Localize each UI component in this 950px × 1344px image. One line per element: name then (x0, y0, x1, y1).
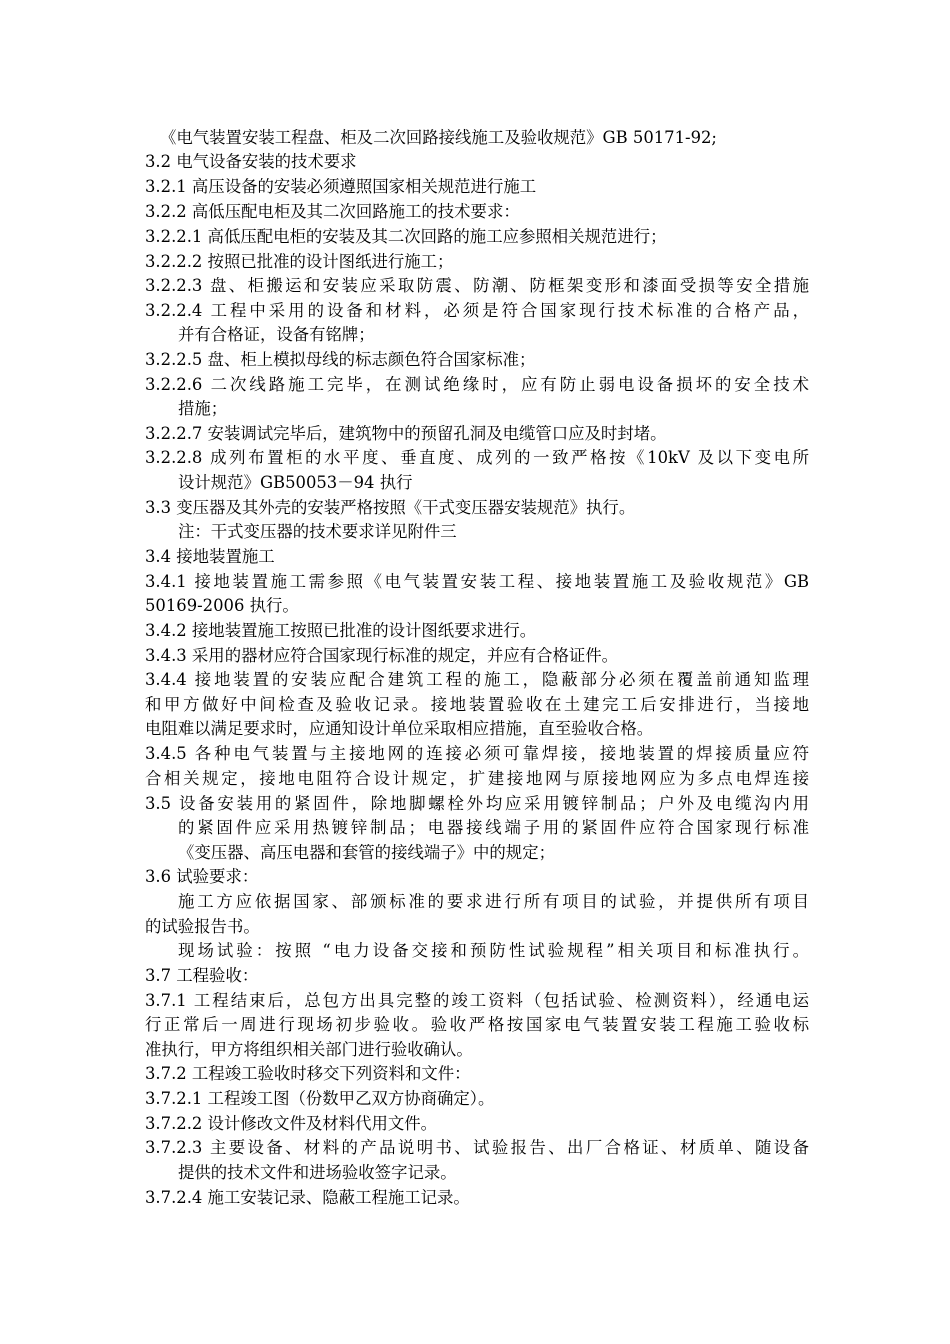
text-line: 3.7.1 工程结束后，总包方出具完整的竣工资料（包括试验、检测资料），经通电运 (145, 991, 809, 1010)
text-line: 准执行，甲方将组织相关部门进行验收确认。 (145, 1040, 473, 1059)
text-line: 行正常后一周进行现场初步验收。验收严格按国家电气装置安装工程施工验收标 (145, 1015, 809, 1034)
text-line: 《电气装置安装工程盘、柜及二次回路接线施工及验收规范》GB 50171-92; (160, 128, 717, 147)
text-line: 措施； (178, 399, 228, 418)
text-line: 3.4.4 接地装置的安装应配合建筑工程的施工，隐蔽部分必须在覆盖前通知监理 (145, 670, 809, 689)
text-line: 3.4.2 接地装置施工按照已批准的设计图纸要求进行。 (145, 621, 537, 640)
text-line: 现场试验：按照 “电力设备交接和预防性试验规程”相关项目和标准执行。 (178, 941, 809, 960)
text-line: 3.4.3 采用的器材应符合国家现行标准的规定，并应有合格证件。 (145, 646, 619, 665)
text-line: 提供的技术文件和进场验收签字记录。 (178, 1163, 457, 1182)
text-line: 3.2.2.8 成列布置柜的水平度、垂直度、成列的一致严格按《10kV 及以下变电所 (145, 448, 809, 467)
text-line: 的试验报告书。 (145, 917, 260, 936)
text-line: 3.2.2.2 按照已批准的设计图纸进行施工； (145, 252, 454, 271)
text-line: 3.2.2.1 高低压配电柜的安装及其二次回路的施工应参照相关规范进行； (145, 227, 667, 246)
text-line: 3.2.2.7 安装调试完毕后，建筑物中的预留孔洞及电缆管口应及时封堵。 (145, 424, 667, 443)
text-line: 设计规范》GB50053－94 执行 (178, 473, 413, 492)
text-line: 和甲方做好中间检查及验收记录。接地装置验收在土建完工后安排进行，当接地 (145, 695, 809, 714)
text-line: 3.2.2 高低压配电柜及其二次回路施工的技术要求： (145, 202, 520, 221)
text-line: 3.2.2.5 盘、柜上模拟母线的标志颜色符合国家标准； (145, 350, 536, 369)
text-line: 3.7.2.2 设计修改文件及材料代用文件。 (145, 1114, 438, 1133)
text-line: 3.7.2.4 施工安装记录、隐蔽工程施工记录。 (145, 1188, 470, 1207)
text-line: 3.2.2.4 工程中采用的设备和材料，必须是符合国家现行技术标准的合格产品， (145, 301, 809, 320)
text-line: 电阻难以满足要求时，应通知设计单位采取相应措施，直至验收合格。 (145, 719, 654, 738)
text-line: 3.7.2 工程竣工验收时移交下列资料和文件： (145, 1064, 471, 1083)
text-line: 50169-2006 执行。 (145, 596, 299, 615)
text-line: 3.7.2.3 主要设备、材料的产品说明书、试验报告、出厂合格证、材质单、随设备 (145, 1138, 809, 1157)
note-line: 注：干式变压器的技术要求详见附件三 (178, 522, 457, 541)
text-line: 3.5 设备安装用的紧固件，除地脚螺栓外均应采用镀锌制品；户外及电缆沟内用 (145, 794, 809, 813)
text-line: 3.4.5 各种电气装置与主接地网的连接必须可靠焊接，接地装置的焊接质量应符 (145, 744, 809, 763)
text-line: 合相关规定，接地电阻符合设计规定，扩建接地网与原接地网应为多点电焊连接 (145, 769, 809, 788)
text-line: 的紧固件应采用热镀锌制品；电器接线端子用的紧固件应符合国家现行标准 (178, 818, 809, 837)
text-line: 3.4.1 接地装置施工需参照《电气装置安装工程、接地装置施工及验收规范》GB (145, 572, 809, 591)
text-line: 3.2.2.3 盘、柜搬运和安装应采取防震、防潮、防框架变形和漆面受损等安全措施 (145, 276, 809, 295)
text-line: 并有合格证，设备有铭牌； (178, 325, 375, 344)
section-heading: 3.7 工程验收： (145, 966, 259, 985)
text-line: 3.3 变压器及其外壳的安装严格按照《干式变压器安装规范》执行。 (145, 498, 636, 517)
section-heading: 3.2 电气设备安装的技术要求 (145, 152, 357, 171)
text-line: 《变压器、高压电器和套管的接线端子》中的规定； (178, 843, 555, 862)
text-line: 施工方应依据国家、部颁标准的要求进行所有项目的试验，并提供所有项目 (178, 892, 809, 911)
text-line: 3.7.2.1 工程竣工图（份数甲乙双方协商确定）。 (145, 1089, 495, 1108)
text-line: 3.2.2.6 二次线路施工完毕，在测试绝缘时，应有防止弱电设备损坏的安全技术 (145, 375, 809, 394)
section-heading: 3.4 接地装置施工 (145, 547, 275, 566)
text-line: 3.2.1 高压设备的安装必须遵照国家相关规范进行施工 (145, 177, 537, 196)
section-heading: 3.6 试验要求： (145, 867, 259, 886)
